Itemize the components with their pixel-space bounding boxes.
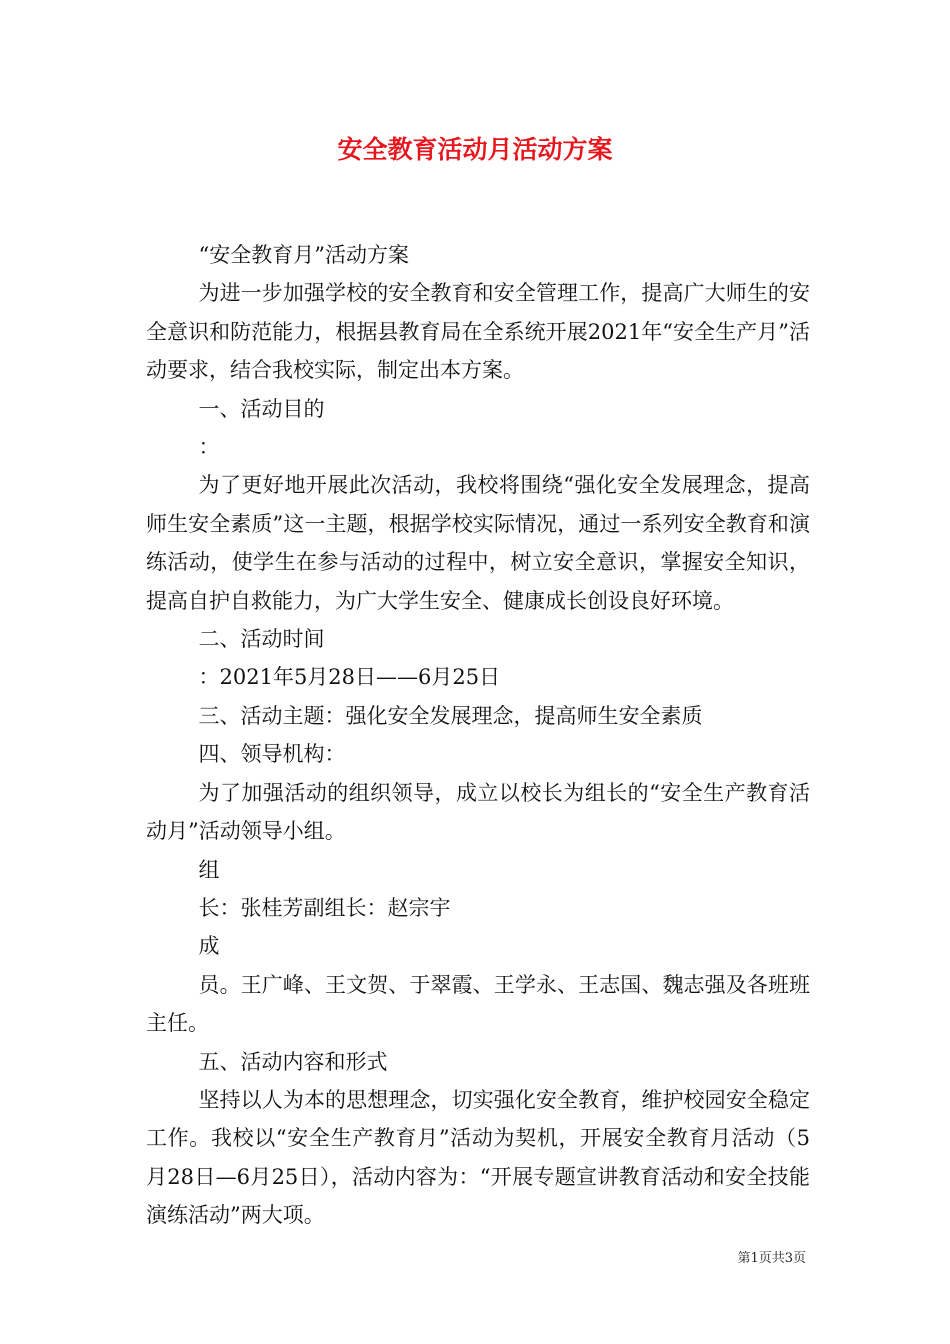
section-heading-content: 五、活动内容和形式	[198, 1049, 388, 1074]
paragraph-purpose: 为了更好地开展此次活动，我校将围绕“强化安全发展理念，提高师生安全素质”这一主题，根据学校实际情况，通过一系列安全教育和演练活动，使学生在参与活动的过程中，树立安全意识，掌握安全知识，提高自护自救能力，为广大学生安全、健康成长创设良好环境。	[146, 473, 810, 613]
paragraph-colon: ：	[198, 435, 220, 460]
section-heading-leadership: 四、领导机构：	[198, 742, 346, 767]
document-title: 安全教育活动月活动方案	[337, 135, 613, 164]
paragraph-group-leaders: 长：张桂芳副组长：赵宗宇	[198, 895, 451, 920]
paragraph-members-label: 成	[198, 934, 220, 959]
paragraph-group-label: 组	[198, 857, 220, 882]
paragraph-subtitle: “安全教育月”活动方案	[198, 243, 409, 267]
paragraph-members: 员。王广峰、王文贺、于翠霞、王学永、王志国、魏志强及各班班主任。	[146, 972, 810, 1036]
section-heading-theme: 三、活动主题：强化安全发展理念，提高师生安全素质	[198, 703, 703, 728]
paragraph-time: ：2021年5月28日——6月25日	[198, 665, 501, 690]
paragraph-content: 坚持以人为本的思想理念，切实强化安全教育，维护校园安全稳定工作。我校以“安全生产教育月”活动为契机，开展安全教育月活动（5月28日—6月25日），活动内容为：“开展专题宣讲教育活动和安全技能演练活动”两大项。	[146, 1087, 810, 1228]
page-number-footer: 第1页共3页	[737, 1251, 806, 1266]
paragraph-leadership: 为了加强活动的组织领导，成立以校长为组长的“安全生产教育活动月”活动领导小组。	[146, 780, 810, 844]
section-heading-purpose: 一、活动目的	[198, 396, 325, 421]
paragraph-intro: 为进一步加强学校的安全教育和安全管理工作，提高广大师生的安全意识和防范能力，根据县教育局在全系统开展2021年“安全生产月”活动要求，结合我校实际，制定出本方案。	[146, 281, 810, 383]
document-body	[146, 236, 810, 1235]
section-heading-time: 二、活动时间	[198, 627, 325, 652]
